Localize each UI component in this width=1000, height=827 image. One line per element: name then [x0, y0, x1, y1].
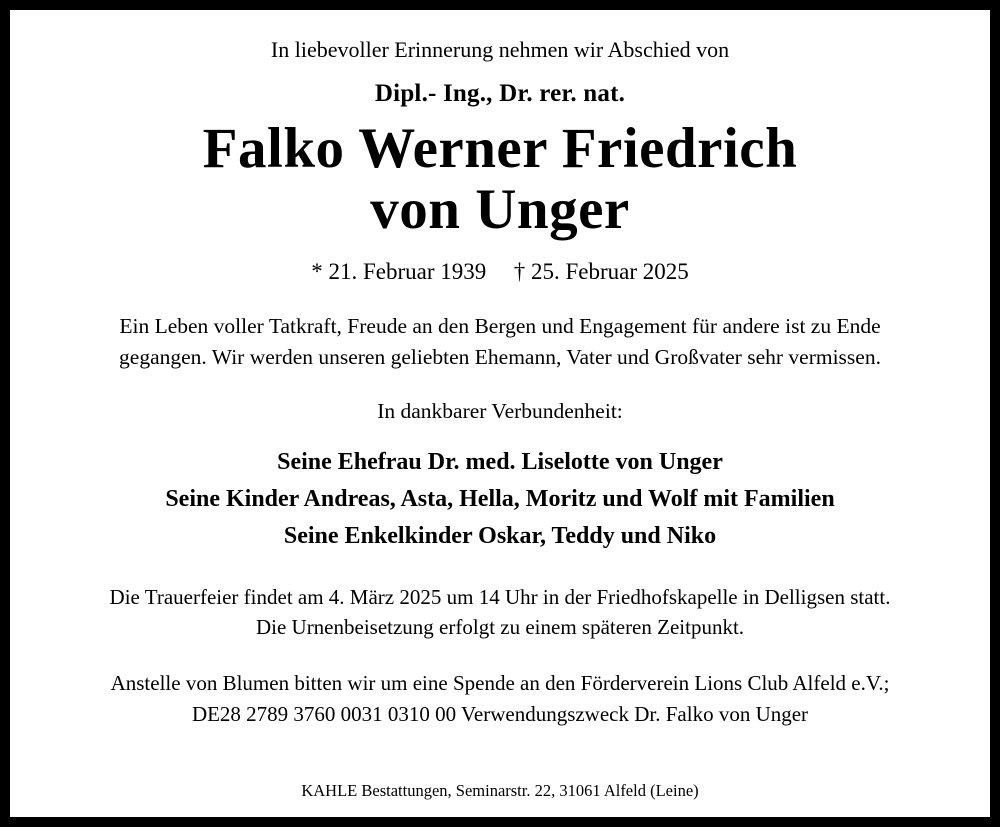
deceased-name-line2: von Unger [370, 178, 630, 242]
funeral-home-footer: KAHLE Bestattungen, Seminarstr. 22, 31061 Alfeld (Leine) [301, 781, 699, 800]
death-date: † 25. Februar 2025 [513, 258, 689, 284]
academic-titles: Dipl.- Ing., Dr. rer. nat. [374, 79, 626, 107]
donation-info [111, 668, 890, 729]
gratitude-text: In dankbarer Verbundenheit: [377, 398, 623, 423]
memorial-line-2: gegangen. Wir werden unseren geliebten Ehemann, Vater und Großvater sehr vermissen. [119, 344, 881, 369]
family-member-line: Seine Kinder Andreas, Asta, Hella, Moritz und Wolf mit Familien [165, 486, 835, 513]
life-dates [311, 259, 689, 285]
birth-date: * 21. Februar 1939 [311, 258, 487, 284]
family-list [165, 444, 834, 556]
ceremony-line-2: Die Urnenbeisetzung erfolgt zu einem späteren Zeitpunkt. [255, 614, 745, 639]
family-member-line: Seine Enkelkinder Oskar, Teddy und Niko [283, 523, 717, 550]
deceased-name-line1: Falko Werner Friedrich [202, 116, 798, 180]
ceremony-line-1: Die Trauerfeier findet am 4. März 2025 um 14 Uhr in der Friedhofskapelle in Delligsen statt. [109, 584, 891, 609]
ceremony-info [110, 582, 891, 643]
intro-text: In liebevoller Erinnerung nehmen wir Abschied von [270, 37, 730, 62]
obituary-card [10, 10, 990, 817]
donation-line-1: Anstelle von Blumen bitten wir um eine Spende an den Förderverein Lions Club Alfeld e.V.; [110, 671, 890, 696]
memorial-line-1: Ein Leben voller Tatkraft, Freude an den Bergen und Engagement für andere ist zu Ende [119, 313, 881, 338]
memorial-text [119, 311, 881, 373]
deceased-name [203, 118, 798, 241]
family-member-line: Seine Ehefrau Dr. med. Liselotte von Unger [277, 448, 723, 475]
donation-line-2: DE28 2789 3760 0031 0310 00 Verwendungszweck Dr. Falko von Unger [191, 701, 809, 726]
